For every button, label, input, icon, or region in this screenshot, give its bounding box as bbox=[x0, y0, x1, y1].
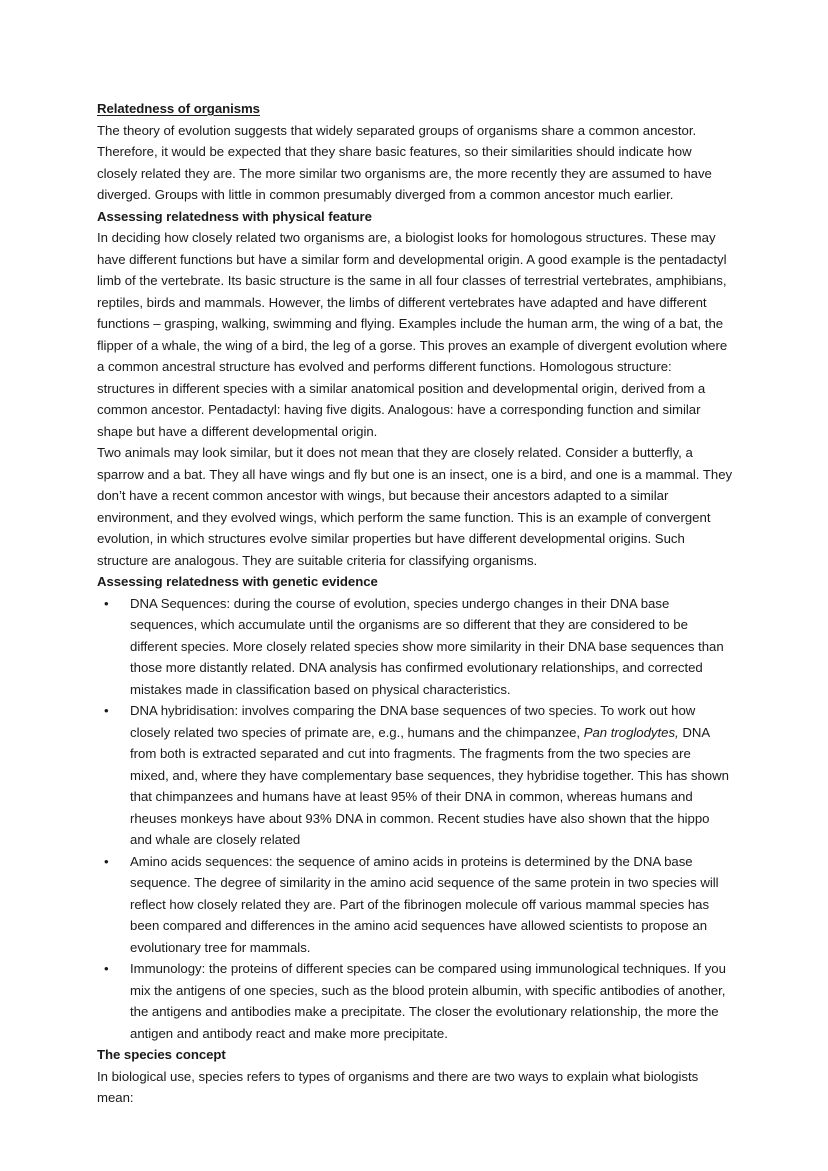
page-title: Relatedness of organisms bbox=[97, 101, 260, 116]
list-item-text bbox=[130, 961, 726, 1041]
list-item-text bbox=[130, 854, 719, 955]
plain-text: Amino acids sequences: the sequence of amino acids in proteins is determined by the DNA base sequence. The degree of similarity in the amino acid sequence of the same protein in two species will reflect how closely related they are. Part of the fibrinogen molecule off various mammal species has been compared and differences in the amino acid sequences have allowed scientists to propose an evolutionary tree for mammals. bbox=[130, 853, 719, 955]
plain-text: Immunology: the proteins of different species can be compared using immunological techniques. If you mix the antigens of one species, such as the blood protein albumin, with specific antibodies of another, the antigens and antibodies make a precipitate. The closer the evolutionary relationship, the more the antigen and antibody react and make more precipitate. bbox=[130, 961, 726, 1041]
bullet-icon: • bbox=[104, 703, 109, 718]
paragraph-homologous-structures: In deciding how closely related two organisms are, a biologist looks for homologous structures. These may have different functions but have a similar form and developmental origin. A good example is the pentadactyl limb of the vertebrate. Its basic structure is the same in all four classes of terrestrial vertebrates, amphibians, reptiles, birds and mammals. However, the limbs of different vertebrates have adapted and have different functions – grasping, walking, swimming and flying. Examples include the human arm, the wing of a bat, the flipper of a whale, the wing of a bird, the leg of a gorse. This proves an example of divergent evolution where a common ancestral structure has evolved and performs different functions. Homologous structure: structures in different species with a similar anatomical position and developmental origin, derived from a common ancestor. Pentadactyl: having five digits. Analogous: have a corresponding function and similar shape but have a different developmental origin. bbox=[97, 230, 728, 439]
list-item bbox=[97, 700, 733, 851]
list-item-text bbox=[130, 703, 729, 847]
bullet-icon: • bbox=[104, 961, 109, 976]
italic-text: Pan troglodytes, bbox=[583, 724, 679, 740]
heading-species-concept: The species concept bbox=[97, 1047, 226, 1062]
heading-assessing-physical-feature: Assessing relatedness with physical feature bbox=[97, 208, 372, 224]
plain-text: DNA Sequences: during the course of evolution, species undergo changes in their DNA base sequences, which accumulate until the organisms are so different that they are considered to be different species. More closely related species show more similarity in their DNA base sequences than those more distantly related. DNA analysis has confirmed evolutionary relationships, and corrected mistakes made in classification based on physical characteristics. bbox=[130, 595, 724, 697]
plain-text: DNA from both is extracted separated and cut into fragments. The fragments from the two species are mixed, and, where they have complementary base sequences, they hybridise together. This has shown that chimpanzees and humans have at least 95% of their DNA in common, whereas humans and rheuses monkeys have about 93% DNA in common. Recent studies have also shown that the hippo and whale are closely related bbox=[130, 724, 729, 847]
document-text-body bbox=[97, 98, 733, 1109]
heading-assessing-genetic-evidence: Assessing relatedness with genetic evidence bbox=[97, 574, 378, 589]
list-item bbox=[97, 958, 733, 1044]
list-item bbox=[97, 851, 733, 959]
paragraph-convergent-evolution: Two animals may look similar, but it does not mean that they are closely related. Consider a butterfly, a sparrow and a bat. They all have wings and fly but one is an insect, one is a bird, and one is a mammal. They don’t have a recent common ancestor with wings, but because their ancestors adapted to a similar environment, and they evolved wings, which perform the same function. This is an example of convergent evolution, in which structures evolve similar properties but have different developmental origins. Such structure are analogous. They are suitable criteria for classifying organisms. bbox=[97, 445, 733, 568]
paragraph-species-concept: In biological use, species refers to types of organisms and there are two ways to explain what biologists mean: bbox=[97, 1068, 699, 1105]
list-item bbox=[97, 593, 733, 701]
paragraph-intro: The theory of evolution suggests that widely separated groups of organisms share a common ancestor. Therefore, it would be expected that they share basic features, so their similarities should indicate how closely related they are. The more similar two organisms are, the more recently they are assumed to have diverged. Groups with little in common presumably diverged from a common ancestor much earlier. bbox=[97, 122, 712, 202]
genetic-evidence-list bbox=[97, 593, 733, 1045]
bullet-icon: • bbox=[104, 853, 109, 869]
plain-text: DNA hybridisation: involves comparing the DNA base sequences of two species. To work out how closely related two species of primate are, e.g., humans and the chimpanzee, bbox=[130, 703, 696, 740]
list-item-text bbox=[130, 596, 724, 697]
bullet-icon: • bbox=[104, 595, 109, 611]
